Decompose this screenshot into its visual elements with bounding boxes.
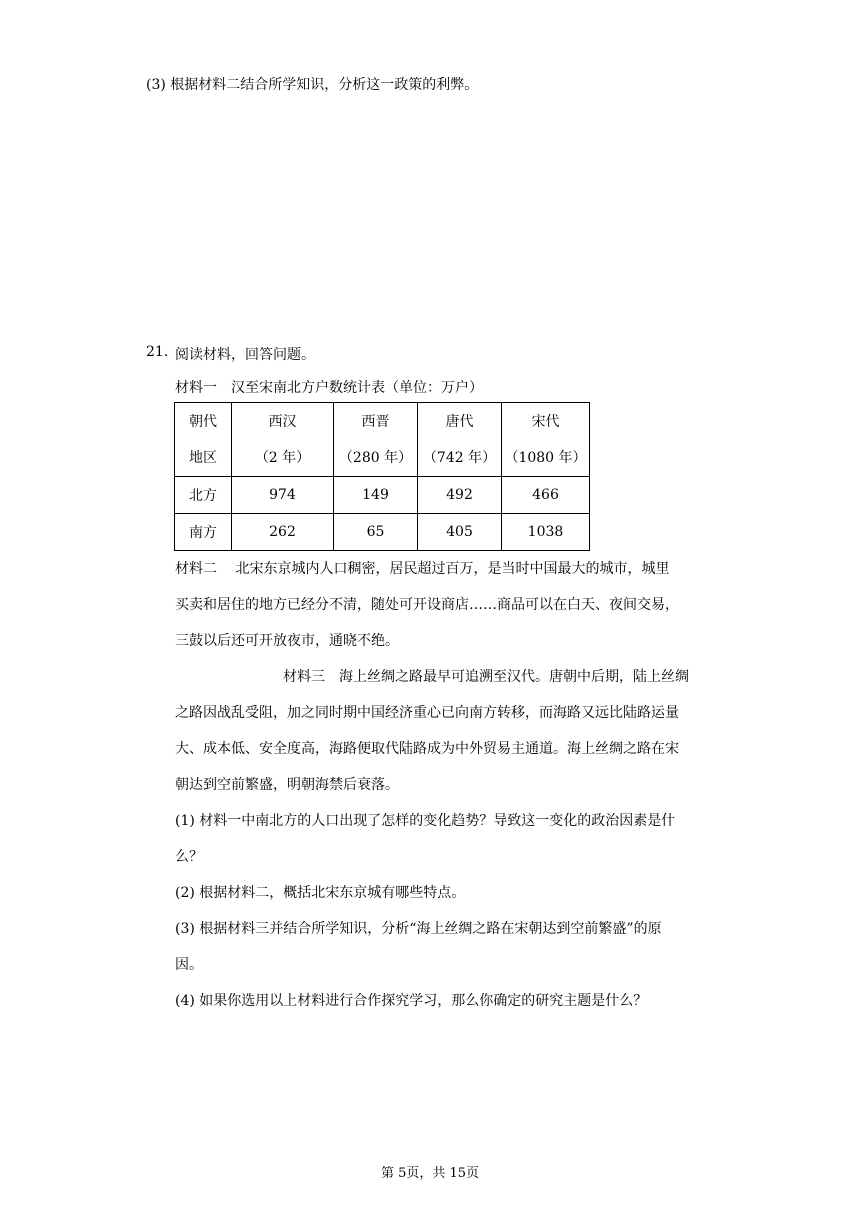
- header-cell-xijin: [334, 403, 418, 477]
- material3-line: 之路因战乱受阻，加之同时期中国经济重心已向南方转移，而海路又远比陆路运量: [175, 705, 679, 721]
- question-4: [175, 983, 720, 1019]
- value-cell: 65: [334, 514, 418, 551]
- dynasty-year: （280 年）: [338, 449, 413, 466]
- question-line: (1) 材料一中南北方的人口出现了怎样的变化趋势？导致这一变化的政治因素是什: [175, 813, 676, 829]
- dynasty-name: 西晋: [361, 413, 390, 430]
- q20-sub3: (3) 根据材料二结合所学知识，分析这一政策的利弊。: [146, 77, 479, 93]
- material1-title: 材料一 汉至宋南北方户数统计表（单位：万户）: [175, 380, 483, 396]
- material2: [175, 551, 720, 659]
- corner-region-label: 地区: [189, 449, 217, 466]
- table-row-south: [175, 514, 590, 551]
- value-cell: 262: [232, 514, 334, 551]
- value-cell: 1038: [502, 514, 590, 551]
- q21-questions: [175, 803, 720, 1019]
- material3: [175, 659, 720, 803]
- question-1: [175, 803, 720, 875]
- header-cell-tang: [418, 403, 502, 477]
- material2-line: 材料二 北宋东京城内人口稠密，居民超过百万，是当时中国最大的城市，城里: [175, 561, 670, 577]
- dynasty-year: （2 年）: [254, 449, 311, 466]
- dynasty-name: 宋代: [531, 413, 560, 430]
- material3-line: 材料三 海上丝绸之路最早可追溯至汉代。唐朝中后期，陆上丝绸: [283, 669, 689, 685]
- dynasty-name: 唐代: [445, 413, 474, 430]
- question-line: 因。: [175, 957, 203, 973]
- table-header-row: [175, 403, 590, 477]
- dynasty-year: （1080 年）: [504, 449, 587, 466]
- material3-line: 大、成本低、安全度高，海路便取代陆路成为中外贸易主通道。海上丝绸之路在宋: [175, 741, 679, 757]
- region-cell: 北方: [175, 477, 232, 514]
- table-corner-cell: [175, 403, 232, 477]
- value-cell: 149: [334, 477, 418, 514]
- header-cell-song: [502, 403, 590, 477]
- value-cell: 405: [418, 514, 502, 551]
- table-row-north: [175, 477, 590, 514]
- corner-dynasty-label: 朝代: [189, 413, 217, 430]
- q21-number: 21.: [146, 344, 169, 360]
- material3-line: 朝达到空前繁盛，明朝海禁后衰落。: [175, 777, 399, 793]
- question-line: 么？: [175, 849, 203, 865]
- question-3: [175, 911, 720, 983]
- dynasty-name: 西汉: [268, 413, 297, 430]
- header-cell-xihan: [232, 403, 334, 477]
- question-2: [175, 875, 720, 911]
- question-line: (3) 根据材料三并结合所学知识，分析“海上丝绸之路在宋朝达到空前繁盛”的原: [175, 921, 662, 937]
- household-stats-table: [174, 402, 590, 551]
- value-cell: 974: [232, 477, 334, 514]
- region-cell: 南方: [175, 514, 232, 551]
- value-cell: 492: [418, 477, 502, 514]
- material2-line: 三鼓以后还可开放夜市，通晓不绝。: [175, 633, 399, 649]
- value-cell: 466: [502, 477, 590, 514]
- question-line: (4) 如果你选用以上材料进行合作探究学习，那么你确定的研究主题是什么？: [175, 993, 648, 1009]
- question-line: (2) 根据材料二，概括北宋东京城有哪些特点。: [175, 885, 466, 901]
- material2-line: 买卖和居住的地方已经分不清，随处可开设商店……商品可以在白天、夜间交易，: [175, 597, 679, 613]
- page-footer: 第 5页，共 15页: [380, 1166, 480, 1181]
- dynasty-year: （742 年）: [422, 449, 497, 466]
- q21-prompt: 阅读材料，回答问题。: [175, 347, 315, 363]
